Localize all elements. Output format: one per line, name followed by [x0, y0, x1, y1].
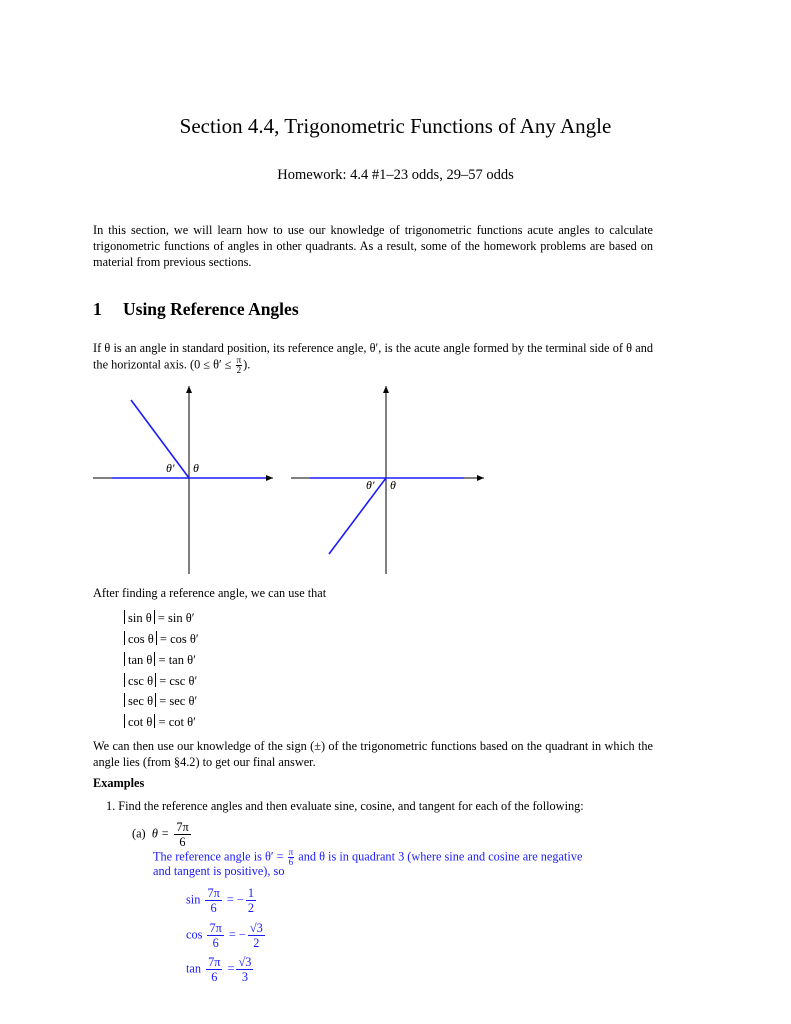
frac-numerator: 1 [247, 886, 254, 900]
frac-denominator: 6 [211, 970, 218, 984]
angle-fraction [207, 921, 223, 950]
definition-paragraph [93, 340, 653, 375]
frac-denominator: 2 [236, 365, 242, 375]
sign-paragraph: We can then use our knowledge of the sign (±) of the trigonometric functions based on the quadrant in which the angle lies (from §4.2) to get our final answer. [93, 739, 653, 769]
right-theta-label: θ [390, 478, 396, 492]
pi-over-6-fraction [288, 848, 295, 867]
identity-rhs: = csc θ′ [159, 674, 198, 688]
identity-row [124, 610, 194, 626]
frac-denominator: 6 [288, 857, 294, 867]
frac-numerator: 7π [176, 820, 189, 834]
identity-lhs: tan θ [128, 653, 153, 667]
section-title: Using Reference Angles [123, 299, 299, 319]
section-heading [93, 299, 299, 320]
result-sin [186, 886, 258, 915]
figure-left [93, 386, 273, 574]
frac-denominator: 3 [241, 970, 249, 984]
fn-name: sin [186, 892, 201, 907]
identity-lhs: sec θ [128, 694, 154, 708]
pi-over-2-fraction [236, 356, 243, 375]
frac-numerator: π [288, 847, 294, 857]
frac-denominator: 6 [179, 835, 186, 849]
homework-line: Homework: 4.4 #1–23 odds, 29–57 odds [277, 167, 514, 183]
equals-sign: = [227, 961, 235, 976]
answer-part1: The reference angle is θ′ = [153, 849, 287, 864]
part-a-label: (a) [132, 826, 146, 841]
frac-numerator: 7π [208, 955, 221, 969]
right-terminal-side [329, 478, 386, 554]
answer-part2: and θ is in quadrant 3 (where sine and cosine are negative [295, 849, 583, 864]
frac-numerator: √3 [238, 955, 252, 969]
equals-sign: = − [228, 927, 246, 942]
section-number: 1 [93, 299, 102, 319]
page-title: Section 4.4, Trigonometric Functions of Any Angle [179, 114, 612, 138]
identity-row [124, 673, 197, 689]
part-a [132, 820, 193, 849]
answer-line2: and tangent is positive), so [153, 864, 285, 878]
fn-name: cos [186, 927, 203, 942]
equals-sign: = − [226, 892, 244, 907]
left-terminal-side [131, 400, 189, 478]
example-item-1: 1. Find the reference angles and then evaluate sine, cosine, and tangent for each of the following: [106, 799, 584, 813]
frac-numerator: 7π [209, 921, 222, 935]
identity-rhs: = cot θ′ [158, 715, 196, 729]
identity-rhs: = sin θ′ [157, 611, 195, 625]
reference-angle-figures [88, 380, 488, 580]
frac-numerator: π [236, 355, 242, 365]
left-theta-label: θ [193, 461, 199, 475]
result-cos [186, 921, 267, 950]
frac-denominator: 2 [253, 936, 260, 950]
intro-paragraph: In this section, we will learn how to use our knowledge of trigonometric functions acute angles to calculate trigonometric functions of angles in other quadrants. As a result, some of the homework problems are based on material from previous sections. [93, 223, 653, 269]
examples-heading: Examples [93, 776, 145, 790]
identity-lhs: cot θ [128, 715, 153, 729]
identity-row [124, 631, 199, 647]
definition-end: ). [243, 357, 251, 372]
identity-lhs: cos θ [128, 632, 154, 646]
frac-denominator: 6 [210, 901, 217, 915]
after-text: After finding a reference angle, we can use that [93, 586, 327, 600]
angle-fraction [205, 886, 221, 915]
fn-name: tan [186, 961, 202, 976]
figure-right [291, 386, 484, 574]
right-theta-prime-label: θ′ [366, 478, 375, 492]
identity-lhs: csc θ [128, 674, 154, 688]
identity-row [124, 693, 197, 709]
frac-numerator: √3 [249, 921, 263, 935]
frac-denominator: 6 [212, 936, 219, 950]
identity-rhs: = sec θ′ [159, 694, 198, 708]
identity-rhs: = tan θ′ [158, 653, 196, 667]
value-fraction [248, 921, 265, 950]
identity-row [124, 652, 196, 668]
identity-row [124, 714, 196, 730]
value-fraction [246, 886, 256, 915]
frac-numerator: 7π [207, 886, 220, 900]
part-a-fraction [174, 820, 190, 849]
result-tan [186, 955, 255, 984]
part-a-lhs: θ = [151, 826, 170, 841]
angle-fraction [206, 955, 222, 984]
identity-lhs: sin θ [128, 611, 152, 625]
definition-text: If θ is an angle in standard position, its reference angle, θ′, is the acute angle formed by the terminal side of θ and the horizontal axis. (0 ≤ θ′ ≤ [93, 341, 653, 372]
left-theta-prime-label: θ′ [166, 461, 175, 475]
frac-denominator: 2 [247, 901, 254, 915]
value-fraction [236, 955, 253, 984]
identity-rhs: = cos θ′ [159, 632, 199, 646]
